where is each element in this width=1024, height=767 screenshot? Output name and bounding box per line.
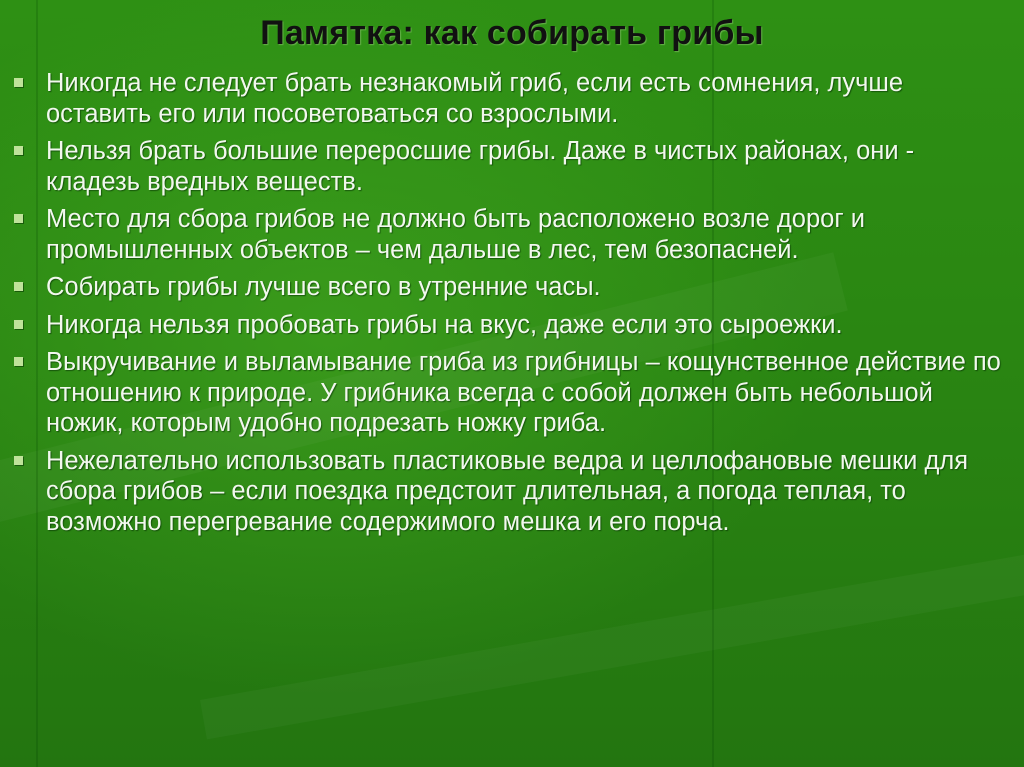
square-bullet-icon [14,357,23,366]
list-item-text: Нельзя брать большие переросшие грибы. Даже в чистых районах, они - кладезь вредных веществ. [46,137,915,196]
list-item [14,446,1014,538]
list-item [14,272,1014,303]
list-item [14,347,1014,439]
list-item-text: Никогда не следует брать незнакомый гриб, если есть сомнения, лучше оставить его или посоветоваться со взрослыми. [46,69,904,128]
list-item [14,68,1014,129]
list-item-text: Выкручивание и выламывание гриба из грибницы – кощунственное действие по отношению к природе. У грибника всегда с собой должен быть небольшой ножик, которым удобно подрезать ножку гриба. [46,348,1001,437]
square-bullet-icon [14,282,23,291]
list-item-text: Место для сбора грибов не должно быть расположено возле дорог и промышленных объектов – чем дальше в лес, тем безопасней. [46,205,865,264]
square-bullet-icon [14,146,23,155]
bullet-list [14,68,1014,544]
square-bullet-icon [14,320,23,329]
list-item-text: Никогда нельзя пробовать грибы на вкус, даже если это сыроежки. [46,310,843,339]
list-item [14,136,1014,197]
list-item-text: Собирать грибы лучше всего в утренние часы. [46,273,601,301]
square-bullet-icon [14,456,23,465]
square-bullet-icon [14,78,23,87]
list-item-text: Нежелательно использовать пластиковые ведра и целлофановые мешки для сбора грибов – если поездка предстоит длительная, а погода теплая, то возможно перегревание содержимого мешка и его порча. [46,446,969,536]
slide-title: Памятка: как собирать грибы [260,14,764,52]
list-item [14,204,1014,265]
list-item [14,310,1014,341]
square-bullet-icon [14,214,23,223]
background-streak [200,544,1024,740]
